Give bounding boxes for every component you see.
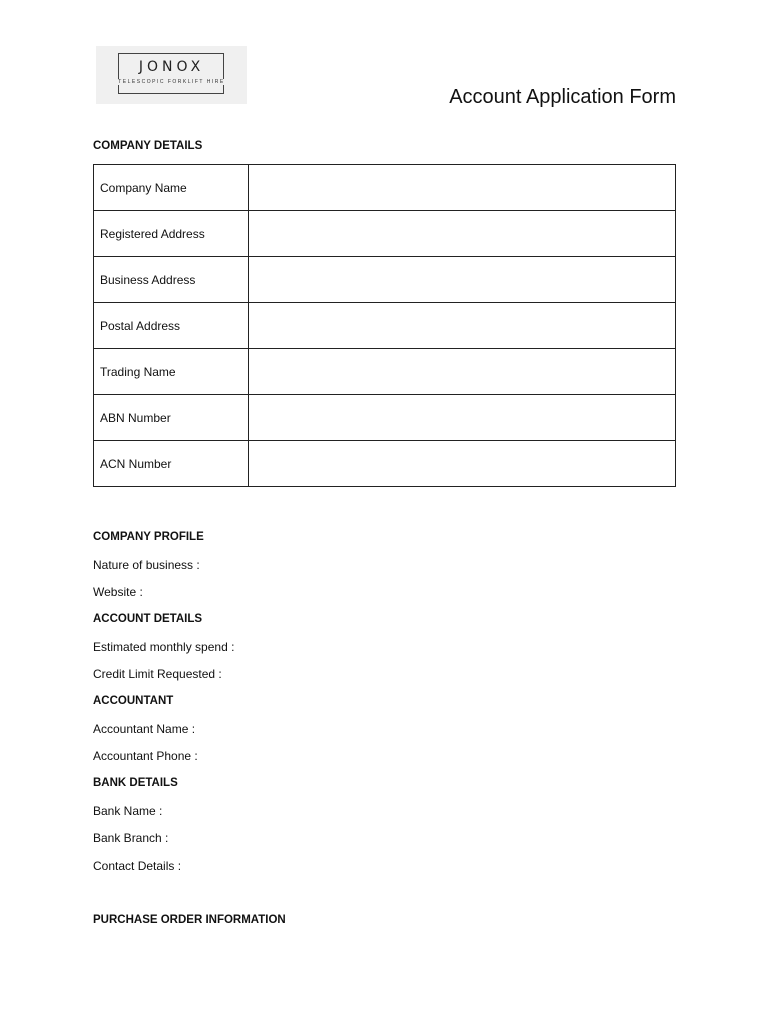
form-title: Account Application Form	[449, 86, 676, 108]
company-name-label: Company Name	[94, 165, 249, 211]
table-row	[94, 257, 676, 303]
business-address-input[interactable]	[249, 257, 676, 303]
table-row	[94, 211, 676, 257]
table-row	[94, 165, 676, 211]
table-row	[94, 303, 676, 349]
postal-address-label: Postal Address	[94, 303, 249, 349]
table-row	[94, 395, 676, 441]
registered-address-input[interactable]	[249, 211, 676, 257]
nature-of-business-field: Nature of business :	[93, 558, 200, 572]
trading-name-label: Trading Name	[94, 349, 249, 395]
bank-details-heading: BANK DETAILS	[93, 777, 178, 789]
table-row	[94, 349, 676, 395]
account-details-heading: ACCOUNT DETAILS	[93, 613, 203, 625]
monthly-spend-field: Estimated monthly spend :	[93, 640, 235, 654]
table-row	[94, 441, 676, 487]
accountant-heading: ACCOUNTANT	[93, 695, 174, 707]
bank-branch-field: Bank Branch :	[93, 831, 169, 845]
accountant-name-field: Accountant Name :	[93, 722, 196, 736]
postal-address-input[interactable]	[249, 303, 676, 349]
abn-number-input[interactable]	[249, 395, 676, 441]
abn-number-label: ABN Number	[94, 395, 249, 441]
logo-tagline: TELESCOPIC FORKLIFT HIRE	[108, 79, 235, 85]
registered-address-label: Registered Address	[94, 211, 249, 257]
accountant-phone-field: Accountant Phone :	[93, 749, 198, 763]
trading-name-input[interactable]	[249, 349, 676, 395]
acn-number-input[interactable]	[249, 441, 676, 487]
business-address-label: Business Address	[94, 257, 249, 303]
contact-details-field: Contact Details :	[93, 859, 182, 873]
purchase-order-heading: PURCHASE ORDER INFORMATION	[93, 914, 286, 926]
company-name-input[interactable]	[249, 165, 676, 211]
acn-number-label: ACN Number	[94, 441, 249, 487]
credit-limit-field: Credit Limit Requested :	[93, 667, 222, 681]
website-field: Website :	[93, 585, 143, 599]
company-logo	[96, 46, 247, 104]
bank-name-field: Bank Name :	[93, 804, 163, 818]
logo-name: JONOX	[138, 59, 205, 75]
company-profile-heading: COMPANY PROFILE	[93, 531, 204, 543]
company-details-heading: COMPANY DETAILS	[93, 140, 203, 152]
company-details-table	[93, 164, 676, 487]
